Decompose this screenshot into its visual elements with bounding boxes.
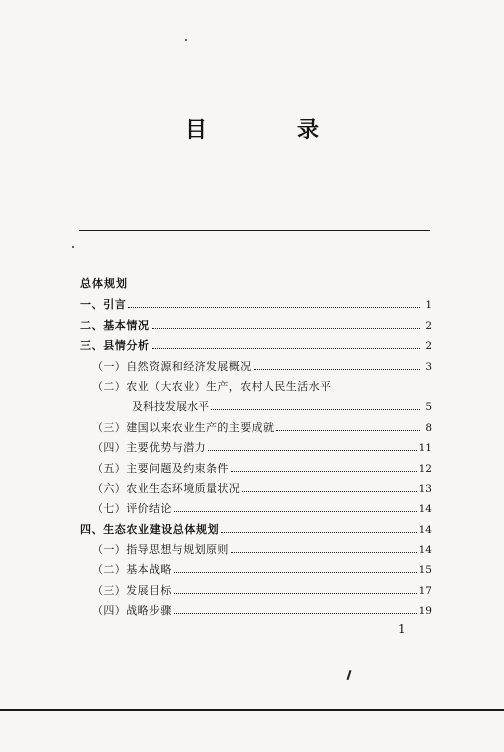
toc-entry-page: 2 — [425, 319, 432, 332]
toc-entry-label: 及科技发展水平 — [132, 400, 209, 414]
table-of-contents — [80, 292, 432, 618]
dot-leader — [231, 552, 417, 553]
dot-leader — [242, 491, 416, 492]
dot-leader — [221, 532, 416, 533]
toc-entry-label: （五）主要问题及约束条件 — [92, 461, 229, 475]
dot-leader — [231, 471, 417, 472]
toc-entry[interactable] — [80, 537, 432, 557]
dot-leader — [254, 369, 420, 370]
toc-entry[interactable] — [80, 577, 432, 597]
toc-entry-label: （四）主要优势与潜力 — [92, 441, 206, 455]
dot-leader — [174, 572, 417, 573]
dot-leader — [174, 593, 417, 594]
toc-entry-page: 14 — [418, 503, 432, 516]
toc-entry-page: 11 — [418, 442, 432, 455]
toc-entry-label: 一、引言 — [80, 298, 127, 312]
dot-leader — [211, 409, 420, 410]
toc-entry[interactable] — [80, 476, 432, 496]
toc-entry-page: 14 — [418, 544, 432, 557]
toc-entry[interactable] — [80, 455, 432, 475]
toc-entry[interactable] — [80, 414, 432, 434]
toc-entry[interactable] — [80, 557, 432, 577]
toc-entry-page: 19 — [418, 605, 432, 618]
toc-entry[interactable] — [80, 374, 432, 394]
toc-entry-page: 12 — [418, 462, 432, 475]
dot-leader — [208, 450, 417, 451]
section-title: 总体规划 — [80, 277, 128, 290]
scan-speck — [185, 39, 187, 41]
toc-entry-label: （一）指导思想与规划原则 — [92, 543, 229, 557]
toc-entry-label: （二）基本战略 — [92, 563, 172, 577]
toc-entry-label: （七）评价结论 — [92, 502, 172, 516]
toc-entry-page: 2 — [425, 340, 432, 353]
toc-entry-page: 3 — [425, 360, 432, 373]
toc-entry-page: 14 — [418, 523, 432, 536]
toc-entry[interactable] — [80, 353, 432, 373]
page-number: 1 — [398, 622, 406, 636]
toc-entry-label: （三）建国以来农业生产的主要成就 — [92, 420, 275, 434]
toc-entry[interactable] — [80, 496, 432, 516]
toc-entry-label: （一）自然资源和经济发展概况 — [92, 359, 252, 373]
toc-entry-label: （四）战略步骤 — [92, 604, 172, 618]
toc-entry-label: （三）发展目标 — [92, 583, 172, 597]
dot-leader — [174, 613, 417, 614]
scan-mark — [346, 670, 351, 680]
page-bottom-edge — [0, 709, 504, 711]
toc-entry-continuation[interactable] — [80, 394, 432, 414]
toc-entry-label: 四、生态农业建设总体规划 — [80, 522, 220, 536]
dot-leader — [152, 328, 420, 329]
toc-entry[interactable] — [80, 312, 432, 332]
toc-entry-page: 1 — [425, 299, 432, 312]
toc-entry[interactable] — [80, 598, 432, 618]
dot-leader — [152, 348, 420, 349]
toc-entry-label: （六）农业生态环境质量状况 — [92, 481, 241, 495]
dot-leader — [276, 430, 420, 431]
dot-leader — [174, 511, 417, 512]
toc-entry-page: 5 — [425, 401, 432, 414]
toc-entry-label: 二、基本情况 — [80, 318, 150, 332]
toc-entry-page: 17 — [418, 584, 432, 597]
toc-entry-label: 三、县情分析 — [80, 339, 150, 353]
toc-entry-page: 13 — [418, 482, 432, 495]
document-title: 目 录 — [184, 117, 353, 143]
title-divider — [79, 230, 430, 231]
dot-leader — [128, 307, 420, 308]
toc-entry[interactable] — [80, 435, 432, 455]
scan-speck — [72, 246, 74, 248]
toc-entry[interactable] — [80, 516, 432, 536]
toc-entry-page: 15 — [418, 564, 432, 577]
toc-entry[interactable] — [80, 292, 432, 312]
toc-entry-page: 8 — [425, 421, 432, 434]
toc-entry-label: （二）农业（大农业）生产，农村人民生活水平 — [92, 379, 332, 393]
toc-entry[interactable] — [80, 333, 432, 353]
